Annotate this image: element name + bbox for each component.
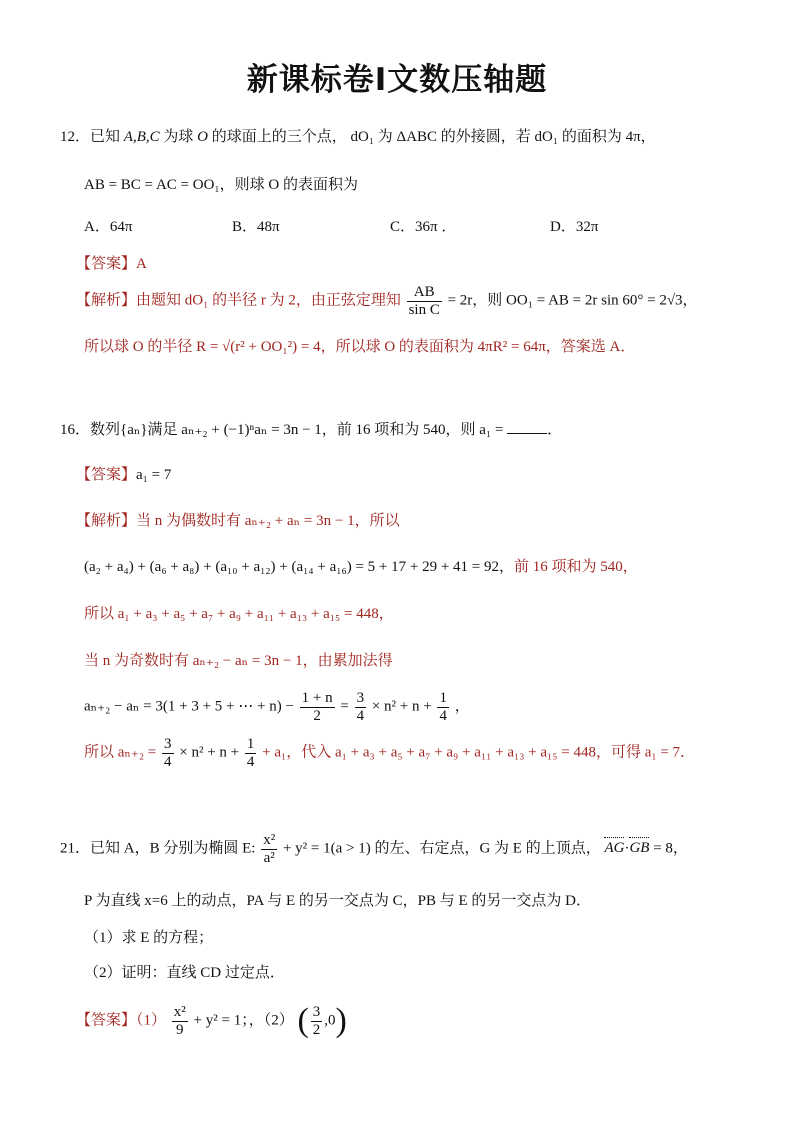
q21-f-num: x² (263, 832, 276, 848)
q12-analysis1 (76, 284, 698, 318)
q12-frac-den: sin C (408, 301, 440, 318)
q12-points: A,B,C (123, 129, 160, 145)
q21-dot: · (624, 840, 630, 857)
q16-a6-b: × n² + n + (179, 744, 240, 761)
q16-a5-f3-num: 1 (439, 690, 447, 706)
q16-analysis1 (76, 512, 400, 530)
q21-vector-gb: GB (629, 840, 650, 857)
q21-answer-point-frac (311, 1004, 323, 1038)
q21-vector-ag: AG (604, 840, 625, 857)
q12-number: 12． (60, 129, 91, 145)
q12-option-d: D．32π (550, 219, 599, 235)
q21-af-num: x² (173, 1004, 186, 1020)
q12-analysis-label: 【解析】 (76, 292, 137, 309)
q16-a6-a: 所以 aₙ₊₂ = (84, 744, 157, 761)
q16-analysis2-tail: 前 16 项和为 540， (514, 559, 638, 575)
q12-analysis-fraction (407, 284, 442, 318)
q16-a5-b: = (340, 698, 349, 715)
q21-answer (76, 1004, 347, 1038)
q21-ap-num: 3 (312, 1004, 321, 1020)
q12-option-c: C．36π ． (390, 219, 457, 235)
q16-a5-frac1 (300, 690, 335, 724)
q16-a5-f1-num: 1 + n (301, 690, 333, 706)
q16-a6-c: + a₁，代入 a₁ + a₃ + a₅ + a₇ + a₉ + a₁₁ + a₁₃ + a₁₅ = 448，可得 a₁ = 7． (262, 744, 696, 761)
q12-option-b: B．48π (232, 219, 280, 235)
q16-analysis5 (84, 690, 470, 724)
q16-a5-f2-num: 3 (356, 690, 365, 706)
q16-a6-f2-den: 4 (246, 753, 255, 770)
q12-frac-num: AB (407, 284, 442, 302)
q16-a6-f1-num: 3 (164, 736, 172, 752)
q21-paren-left: ( (297, 1002, 309, 1039)
q16-answer-label: 【答案】 (76, 467, 137, 483)
q16-analysis6 (84, 736, 695, 770)
q12-text: 已知 (90, 129, 121, 145)
q16-analysis4: 当 n 为奇数时有 aₙ₊₂ − aₙ = 3n − 1，由累加法得 (84, 653, 393, 669)
q16-a6-frac2 (245, 736, 257, 770)
q21-part1: （1）求 E 的方程； (84, 930, 214, 946)
q12-text4: dO₁ 为 ΔABC 的外接圆，若 dO₁ 的面积为 4π， (350, 129, 656, 145)
q21-line1 (60, 832, 688, 866)
q16-answer-value: a₁ = 7 (136, 467, 172, 483)
q21-text-c: = 8， (653, 840, 688, 857)
q16-a5-f1-den: 2 (313, 707, 321, 724)
q12-analysis2: 所以球 O 的半径 R = √(r² + OO₁²) = 4，所以球 O 的表面积为 4πR² = 64π，答案选 A． (84, 339, 636, 355)
q16-blank (507, 433, 547, 434)
q12-sphere: O (197, 129, 208, 145)
q21-f-den: a² (263, 849, 275, 866)
q16-a5-a: aₙ₊₂ − aₙ = 3(1 + 3 + 5 + ⋯ + n) − (84, 698, 294, 715)
q12-answer-label: 【答案】 (76, 256, 137, 272)
q16-a6-f2-num: 1 (246, 736, 255, 752)
q16-line1 (60, 421, 562, 439)
q16-analysis3: 所以 a₁ + a₃ + a₅ + a₇ + a₉ + a₁₁ + a₁₃ + a₁₅ = 448， (84, 606, 394, 622)
q21-ap-den: 2 (312, 1021, 321, 1038)
q21-text-a: 已知 A，B 分别为椭圆 E: (90, 840, 256, 857)
q16-a5-d: ， (454, 698, 470, 715)
q12-line1 (60, 128, 656, 146)
q12-answer (76, 255, 147, 273)
q21-paren-right: ) (335, 1002, 347, 1039)
q12-option-a: A．64π (84, 219, 133, 235)
q16-a6-f1-den: 4 (164, 753, 172, 770)
q12-line2: AB = BC = AC = OO₁，则球 O 的表面积为 (84, 177, 358, 193)
q21-line2: P 为直线 x=6 上的动点，PA 与 E 的另一交点为 C，PB 与 E 的另一交点为 D． (84, 893, 591, 909)
q21-answer-mid: + y² = 1；，（2） (193, 1012, 294, 1029)
q12-answer-value: A (136, 256, 147, 272)
q16-analysis2 (84, 558, 638, 576)
q12-analysis1-b: = 2r，则 OO₁ = AB = 2r sin 60° = 2√3， (447, 292, 698, 309)
q12-text3: 的球面上的三个点， (211, 129, 347, 145)
q21-answer-point-tail: ,0 (324, 1012, 336, 1029)
q21-answer-label: 【答案】 (76, 1012, 137, 1029)
q21-answer-frac (172, 1004, 188, 1038)
q16-a5-c: × n² + n + (371, 698, 432, 715)
q16-analysis-label: 【解析】 (76, 513, 137, 529)
q16-answer (76, 466, 171, 484)
q16-end: ． (547, 422, 563, 438)
q21-ellipse-frac (261, 832, 277, 866)
q16-analysis2-math: (a₂ + a₄) + (a₆ + a₈) + (a₁₀ + a₁₂) + (a₁₄ + a₁₆) = 5 + 17 + 29 + 41 = 92， (84, 559, 514, 575)
q16-a5-frac3 (437, 690, 449, 724)
q16-a6-frac1 (162, 736, 174, 770)
q16-number: 16． (60, 422, 91, 438)
q16-text: 数列{aₙ}满足 aₙ₊₂ + (−1)ⁿaₙ = 3n − 1，前 16 项和为 540，则 a₁ = (90, 422, 504, 438)
q16-a5-f3-den: 4 (439, 707, 447, 724)
q16-analysis1-text: 当 n 为偶数时有 aₙ₊₂ + aₙ = 3n − 1，所以 (136, 513, 400, 529)
page-title: 新课标卷Ⅰ文数压轴题 (246, 62, 548, 98)
q21-number: 21． (60, 840, 91, 857)
q21-part2: （2）证明：直线 CD 过定点． (84, 965, 285, 981)
q16-a5-f2-den: 4 (356, 707, 365, 724)
q21-answer-p1: （1） (136, 1012, 167, 1029)
q21-af-den: 9 (176, 1021, 184, 1038)
q12-analysis1-a: 由题知 dO₁ 的半径 r 为 2，由正弦定理知 (136, 292, 401, 309)
q12-text2: 为球 (163, 129, 194, 145)
q16-a5-frac2 (355, 690, 367, 724)
q21-text-b: + y² = 1(a > 1) 的左、右定点，G 为 E 的上顶点， (282, 840, 601, 857)
